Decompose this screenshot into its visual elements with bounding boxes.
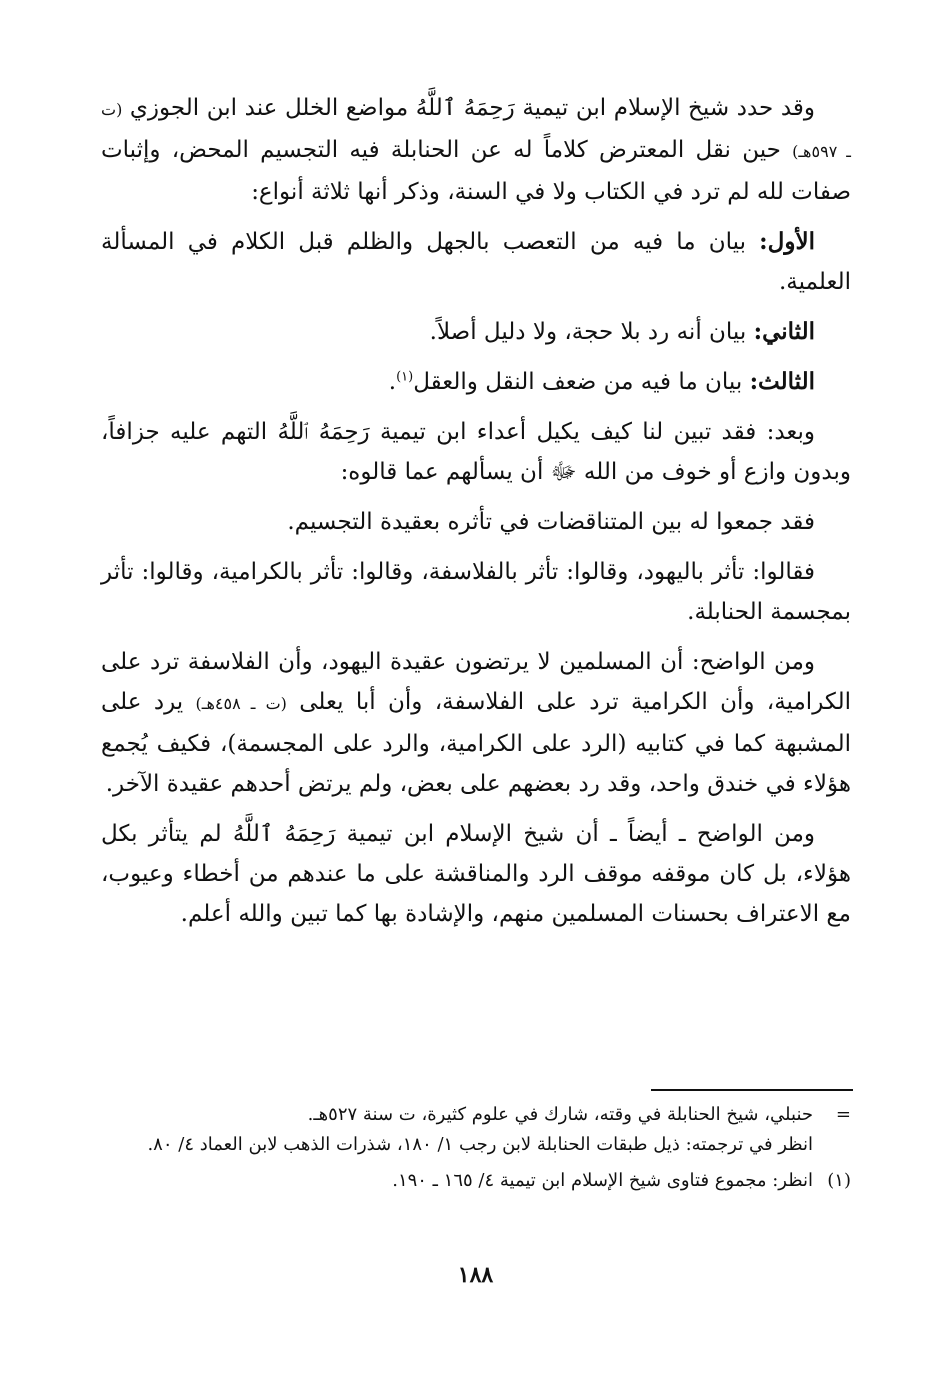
continuation-marker: =	[835, 1104, 851, 1125]
footnote-1-marker: (١)	[827, 1170, 851, 1191]
continuation-line-1: حنبلي، شيخ الحنابلة في وقته، شارك في علوم كثيرة، ت سنة ٥٢٧هـ.	[307, 1104, 813, 1125]
paragraph-claims: فقالوا: تأثر باليهود، وقالوا: تأثر بالفلاسفة، وقالوا: تأثر بالكرامية، وقالوا: تأثر بمجسمة الحنابلة.	[101, 559, 851, 625]
footnote-continuation	[101, 1100, 851, 1160]
death-date-abu-yala: (ت ـ ٤٥٨هـ)	[195, 694, 287, 713]
point-first-text: بيان ما فيه من التعصب بالجهل والظلم قبل الكلام في المسألة العلمية.	[101, 229, 851, 295]
point-first	[101, 222, 851, 302]
intro-text-a: وقد حدد شيخ الإسلام ابن تيمية رَحِمَهُ ٱللَّهُ مواضع الخلل عند ابن الجوزي	[122, 95, 815, 121]
point-third-text: بيان ما فيه من ضعف النقل والعقل	[413, 369, 750, 395]
footnote-1	[101, 1166, 851, 1196]
point-second-term: الثاني:	[753, 318, 815, 345]
footnotes	[101, 1100, 851, 1196]
evident-text-a: ومن الواضح: أن المسلمين لا يرتضون عقيدة اليهود، وأن الفلاسفة ترد على الكرامية، وأن الكرامية ترد على الفلاسفة، وأن أبا يعلى	[101, 649, 851, 715]
main-text	[101, 88, 851, 944]
point-second	[101, 312, 851, 352]
paragraph-evident	[101, 642, 851, 804]
paragraph-intro	[101, 88, 851, 212]
evident-text-b: يرد على المشبهة كما في كتابيه (الرد على الكرامية، والرد على المجسمة)، فكيف يُجمع هؤلاء في خندق واحد، وقد رد بعضهم على بعض، ولم يرتض أحدهم عقيدة الآخر.	[101, 689, 852, 797]
point-second-text: بيان أنه رد بلا حجة، ولا دليل أصلاً.	[429, 319, 754, 345]
paragraph-conclusion: ومن الواضح ـ أيضاً ـ أن شيخ الإسلام ابن تيمية رَحِمَهُ ٱللَّهُ لم يتأثر بكل هؤلاء، بل كان موقفه موقف الرد والمناقشة على ما عندهم من أخطاء وعيوب، مع الاعتراف بحسنات المسلمين منهم، والإشادة بها كما تبين والله أعلم.	[101, 821, 851, 927]
paragraph-contradictions: فقد جمعوا له بين المتناقضات في تأثره بعقيدة التجسيم.	[287, 509, 815, 535]
continuation-line-2: انظر في ترجمته: ذيل طبقات الحنابلة لابن رجب ١/ ١٨٠، شذرات الذهب لابن العماد ٤/ ٨٠.	[147, 1134, 813, 1155]
death-date-ibn-al-jawzi: (ت ـ ٥٩٧هـ)	[101, 100, 851, 161]
point-third	[101, 362, 851, 402]
footnote-1-text: انظر: مجموع فتاوى شيخ الإسلام ابن تيمية ٤/ ١٦٥ ـ ١٩٠.	[392, 1170, 813, 1191]
point-third-term: الثالث:	[749, 368, 815, 395]
paragraph-accusations: وبعد: فقد تبين لنا كيف يكيل أعداء ابن تيمية رَحِمَهُ ٱللَّهُ التهم عليه جزافاً، وبدون وازع أو خوف من الله ﷻ أن يسألهم عما قالوه:	[101, 419, 851, 485]
intro-text-b: حين نقل المعترض كلاماً له عن الحنابلة فيه التجسيم المحض، وإثبات صفات لله لم ترد في الكتاب ولا في السنة، وذكر أنها ثلاثة أنواع:	[101, 137, 851, 205]
point-first-term: الأول:	[759, 228, 815, 255]
point-third-end: .	[388, 369, 397, 395]
footnote-ref-1: (١)	[396, 369, 414, 385]
continuation-body	[101, 1100, 813, 1160]
footnote-separator	[651, 1089, 853, 1091]
page-number: ١٨٨	[457, 1262, 494, 1288]
